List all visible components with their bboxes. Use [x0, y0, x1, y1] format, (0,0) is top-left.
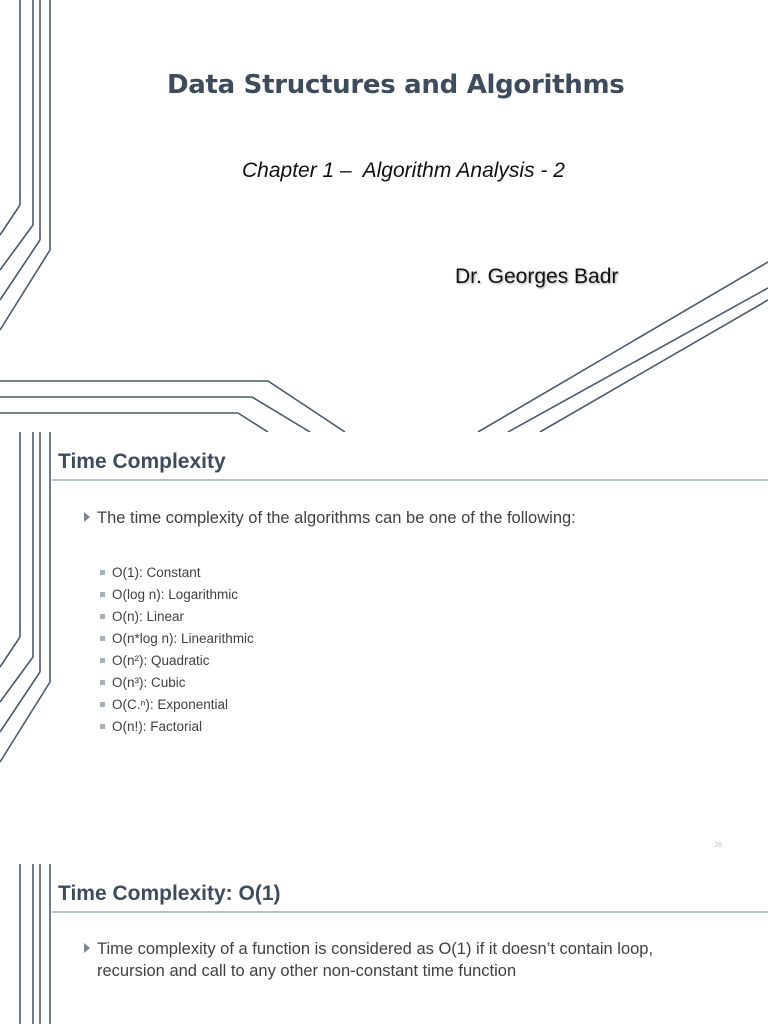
bullet-text: Time complexity of a function is considered as O(1) if it doesn’t contain loop, recursion and call to any other non-constant time function — [97, 940, 654, 980]
page-number: 26 — [714, 842, 722, 849]
square-bullet-icon — [100, 658, 105, 663]
list-item: O(C.ⁿ): Exponential — [100, 695, 254, 717]
o1-complexity-slide — [0, 864, 768, 1024]
triangle-bullet-icon — [84, 512, 90, 522]
list-item: O(n²): Quadratic — [100, 651, 254, 673]
time-complexity-slide — [0, 432, 768, 864]
decorative-lines — [0, 0, 768, 432]
square-bullet-icon — [100, 636, 105, 641]
heading-divider — [52, 479, 768, 481]
square-bullet-icon — [100, 570, 105, 575]
main-bullet — [84, 938, 714, 982]
list-item: O(log n): Logarithmic — [100, 585, 254, 607]
list-item: O(n*log n): Linearithmic — [100, 629, 254, 651]
presentation-title: Data Structures and Algorithms — [167, 70, 625, 100]
list-item: O(n!): Factorial — [100, 717, 254, 739]
triangle-bullet-icon — [84, 943, 90, 953]
square-bullet-icon — [100, 724, 105, 729]
list-item: O(1): Constant — [100, 563, 254, 585]
author-name: Dr. Georges Badr — [455, 265, 619, 288]
heading-divider — [52, 911, 768, 913]
main-bullet — [84, 507, 724, 529]
bullet-text: The time complexity of the algorithms can be one of the following: — [97, 509, 576, 527]
square-bullet-icon — [100, 592, 105, 597]
slide-heading: Time Complexity: O(1) — [58, 882, 281, 905]
slide-heading: Time Complexity — [58, 450, 226, 473]
title-slide — [0, 0, 768, 432]
list-item: O(n): Linear — [100, 607, 254, 629]
chapter-subtitle: Chapter 1 – Algorithm Analysis - 2 — [242, 159, 565, 182]
square-bullet-icon — [100, 614, 105, 619]
square-bullet-icon — [100, 680, 105, 685]
list-item: O(n³): Cubic — [100, 673, 254, 695]
complexity-list — [100, 563, 254, 739]
square-bullet-icon — [100, 702, 105, 707]
